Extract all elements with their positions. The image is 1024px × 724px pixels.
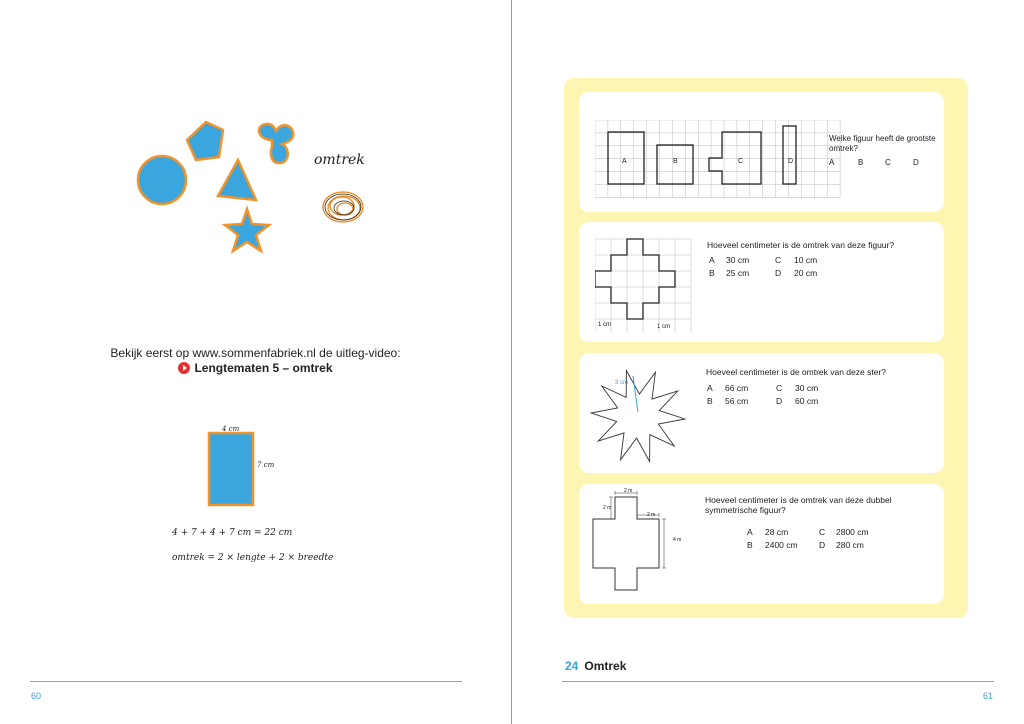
q3-opt-d-value[interactable]: 60 cm <box>795 395 819 406</box>
play-icon[interactable] <box>178 362 190 374</box>
q3-opt-a-letter[interactable]: A <box>707 383 713 393</box>
formula-rule: omtrek = 2 × lengte + 2 × breedte <box>172 553 334 563</box>
footer-line-left <box>30 681 462 682</box>
q4-opt-c-letter[interactable]: C <box>819 527 826 537</box>
rectangle-example <box>0 428 511 528</box>
q4-opt-d-letter[interactable]: D <box>819 539 826 550</box>
q4-opt-a-letter[interactable]: A <box>747 527 753 537</box>
video-intro: Bekijk eerst op www.sommenfabriek.nl de uitleg-video: <box>110 346 401 360</box>
q3-star-figure <box>590 365 700 465</box>
pentagon-shape <box>187 122 223 160</box>
q2-question: Hoeveel centimeter is de omtrek van deze figuur? <box>707 240 895 250</box>
q4-dim-left: 2 m <box>603 505 612 511</box>
q1-grid-figure <box>595 120 845 200</box>
q4-dim-right: 4 m <box>673 537 682 543</box>
rect-width-label: 4 cm <box>222 425 240 433</box>
q3-opt-c-value[interactable]: 30 cm <box>795 383 819 393</box>
q1-question: Welke figuur heeft de grootste omtrek? <box>829 134 936 153</box>
q4-options <box>747 526 869 551</box>
q4-opt-a-value[interactable]: 28 cm <box>765 527 789 537</box>
q1-option-c[interactable]: C <box>885 158 891 167</box>
q3-options <box>707 382 818 407</box>
q4-question: Hoeveel centimeter is de omtrek van deze dubbel symmetrische figuur? <box>705 495 892 515</box>
q1-option-a[interactable]: A <box>829 158 835 167</box>
q4-opt-c-value[interactable]: 2800 cm <box>836 527 869 537</box>
q4-dim-top: 2 m <box>624 488 633 494</box>
q1-shape-label-d: D <box>788 158 794 165</box>
q2-opt-c-value[interactable]: 10 cm <box>794 255 818 265</box>
q1-shape-label-b: B <box>673 158 678 165</box>
q2-opt-b-letter[interactable]: B <box>709 267 715 278</box>
q4-opt-d-value[interactable]: 280 cm <box>836 539 864 550</box>
q2-unit-label-1: 1 cm <box>598 322 612 328</box>
q4-opt-b-value[interactable]: 2400 cm <box>765 539 798 550</box>
page-number-left: 60 <box>31 691 42 701</box>
triangle-shape <box>218 160 256 200</box>
q2-grid-figure <box>595 238 695 333</box>
chapter-number: 24 <box>565 659 579 673</box>
page-spine <box>511 0 512 724</box>
string-coil <box>323 192 363 222</box>
q3-opt-b-letter[interactable]: B <box>707 395 713 406</box>
trefoil-shape <box>259 124 293 163</box>
q1-shape-label-a: A <box>622 158 627 165</box>
q2-opt-b-value[interactable]: 25 cm <box>726 267 750 278</box>
q3-opt-b-value[interactable]: 56 cm <box>725 395 749 406</box>
q3-question: Hoeveel centimeter is de omtrek van deze ster? <box>706 367 887 377</box>
q1-option-b[interactable]: B <box>858 158 864 167</box>
q2-opt-d-value[interactable]: 20 cm <box>794 267 818 278</box>
left-page <box>0 0 511 724</box>
q2-opt-d-letter[interactable]: D <box>775 267 782 278</box>
formula-sum: 4 + 7 + 4 + 7 cm = 22 cm <box>172 528 293 538</box>
star-shape <box>225 209 269 251</box>
chapter-title: Omtrek <box>584 659 627 673</box>
q2-unit-label-2: 1 cm <box>657 324 671 330</box>
footer-line-right <box>562 681 994 682</box>
q2-opt-a-letter[interactable]: A <box>709 255 715 265</box>
q2-opt-a-value[interactable]: 30 cm <box>726 255 750 265</box>
q2-opt-c-letter[interactable]: C <box>775 255 782 265</box>
q3-opt-c-letter[interactable]: C <box>776 383 783 393</box>
q1-option-d[interactable]: D <box>913 158 919 167</box>
q2-options <box>709 254 817 279</box>
q3-opt-d-letter[interactable]: D <box>776 395 783 406</box>
q4-dim-arm: 2 m <box>647 512 656 518</box>
shapes-illustration <box>0 0 511 290</box>
q3-opt-a-value[interactable]: 66 cm <box>725 383 749 393</box>
video-link[interactable] <box>0 361 511 375</box>
page-number-right: 61 <box>983 691 994 701</box>
circle-shape <box>138 156 186 204</box>
omtrek-hand-label: omtrek <box>314 152 365 168</box>
chapter-heading <box>565 659 626 673</box>
rect-height-label: 7 cm <box>257 461 275 469</box>
q1-shape-label-c: C <box>738 158 744 165</box>
q3-arm-label: 3 cm <box>615 380 629 386</box>
q4-opt-b-letter[interactable]: B <box>747 539 753 550</box>
video-title[interactable]: Lengtematen 5 – omtrek <box>194 361 333 375</box>
